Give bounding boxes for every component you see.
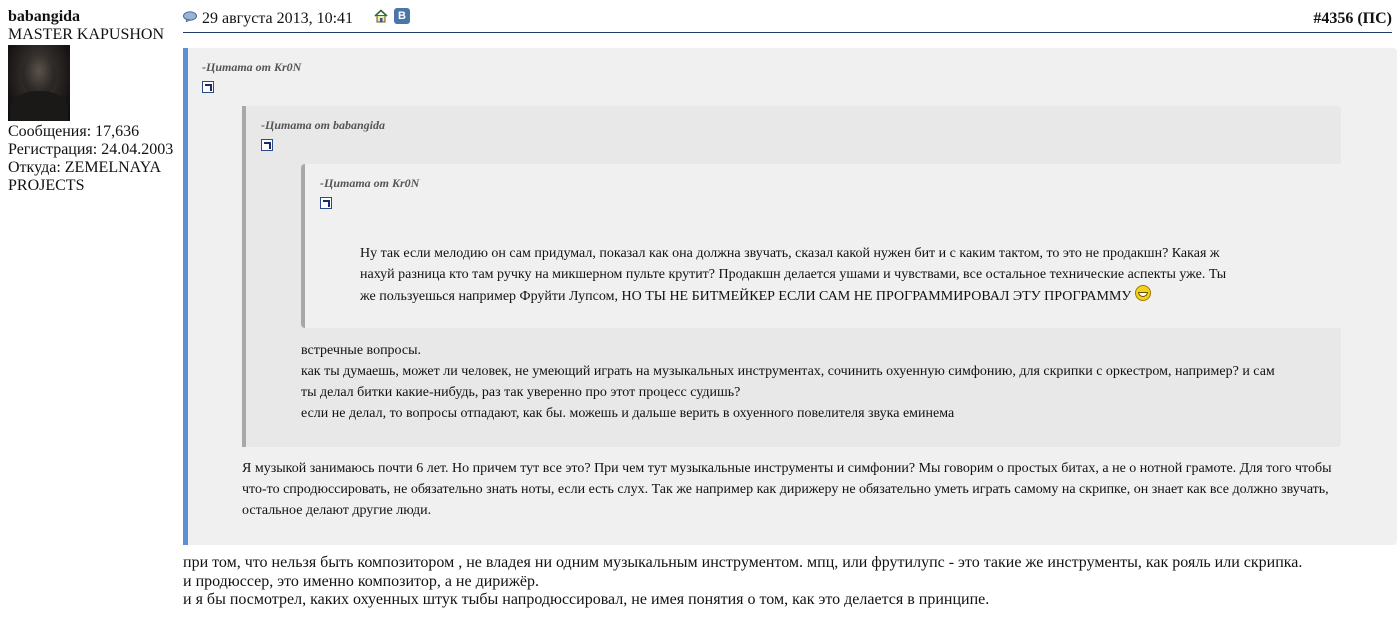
user-messages-count: Сообщения: 17,636 — [8, 123, 140, 140]
post-body-line: и продюссер, это именно композитор, а не дирижёр. — [183, 572, 540, 590]
quote-outer-line: остальное делают другие люди. — [242, 503, 432, 518]
quote-middle-line: как ты думаешь, может ли человек, не умеющий играть на музыкальных инструментах, сочинить охуенную симфонию, для скрипки с оркестром, например? и сам — [301, 364, 1275, 379]
quote-outer-link-icon[interactable] — [202, 81, 214, 93]
user-title: MASTER KAPUSHON — [8, 26, 165, 43]
user-info-panel — [8, 8, 178, 195]
quote-middle-text — [301, 340, 1275, 424]
post-number-sep: ( — [1353, 10, 1363, 27]
quote-middle-line: ты делал битки какие-нибудь, раз так уверенно про этот процесс судишь? — [301, 385, 741, 400]
post-body-line: и я бы посмотрел, каких охуенных штук тыбы напродюссировал, не имея понятия о том, как это делается в принципе. — [183, 591, 990, 608]
quote-inner-line: Ну так если мелодию он сам придумал, показал как она должна звучать, сказал какой нужен бит и с каким тактом, то это не продакшн? Какая ж — [360, 246, 1220, 261]
quote-outer-text — [242, 458, 1331, 521]
post-date: 29 августа 2013, 10:41 — [202, 10, 354, 27]
ps-link[interactable]: ПС — [1362, 10, 1387, 27]
post-number-link[interactable]: #4356 — [1313, 10, 1354, 27]
user-registration: Регистрация: 24.04.2003 — [8, 141, 174, 158]
quote-inner-line: же пользуешься например Фруйти Лупсом, НО ТЫ НЕ БИТМЕЙКЕР ЕСЛИ САМ НЕ ПРОГРАММИРОВАЛ ЭТУ ПРОГРАММУ — [360, 285, 1226, 307]
avatar[interactable] — [8, 45, 70, 121]
quote-middle-line: встречные вопросы. — [301, 343, 422, 358]
quote-inner-author: -Цитата от Kr0N — [320, 176, 420, 190]
quote-outer-line: что-то спродюссировать, не обязательно знать ноты, если есть слух. Так же например как дирижеру не обязательно уметь играть самому на скрипке, он знает как все должно звучать, — [242, 482, 1329, 497]
vk-share-icon[interactable]: В — [394, 8, 410, 24]
quote-middle-line: если не делал, то вопросы отпадают, как бы. можешь и дальше верить в охуенного повелителя звука еминема — [301, 406, 955, 421]
post-icon — [183, 11, 198, 22]
user-location: Откуда: ZEMELNAYA — [8, 159, 162, 176]
quote-middle-author: -Цитата от babangida — [261, 118, 386, 132]
quote-inner-text — [360, 243, 1226, 307]
quote-inner-line: нахуй разница кто там ручку на микшерном пульте крутит? Продакшн делается ушами и чувствами, все остальное технические аспекты уже. Ты — [360, 267, 1227, 282]
post-number-close: ) — [1386, 10, 1392, 27]
username[interactable]: babangida — [8, 8, 81, 25]
quote-inner-link-icon[interactable] — [320, 197, 332, 209]
post-body-line: при том, что нельзя быть композитором , не владея ни одним музыкальным инструментом. мпц, или фрутилупс - это такие же инструменты, как рояль или скрипка. — [183, 554, 1303, 571]
post-header — [183, 8, 1392, 33]
post-number — [1313, 10, 1392, 28]
quote-outer-line: Я музыкой занимаюсь почти 6 лет. Но причем тут все это? При чем тут музыкальные инструменты и симфонии? Мы говорим о простых битах, а не о нотной грамоте. Для того чтобы — [242, 461, 1332, 476]
quote-outer-author: -Цитата от Kr0N — [202, 60, 302, 74]
home-icon[interactable] — [374, 9, 388, 23]
user-location-cont: PROJECTS — [8, 177, 85, 194]
laughing-smiley-icon — [1135, 285, 1151, 301]
quote-middle-link-icon[interactable] — [261, 139, 273, 151]
post-body — [183, 554, 1302, 610]
